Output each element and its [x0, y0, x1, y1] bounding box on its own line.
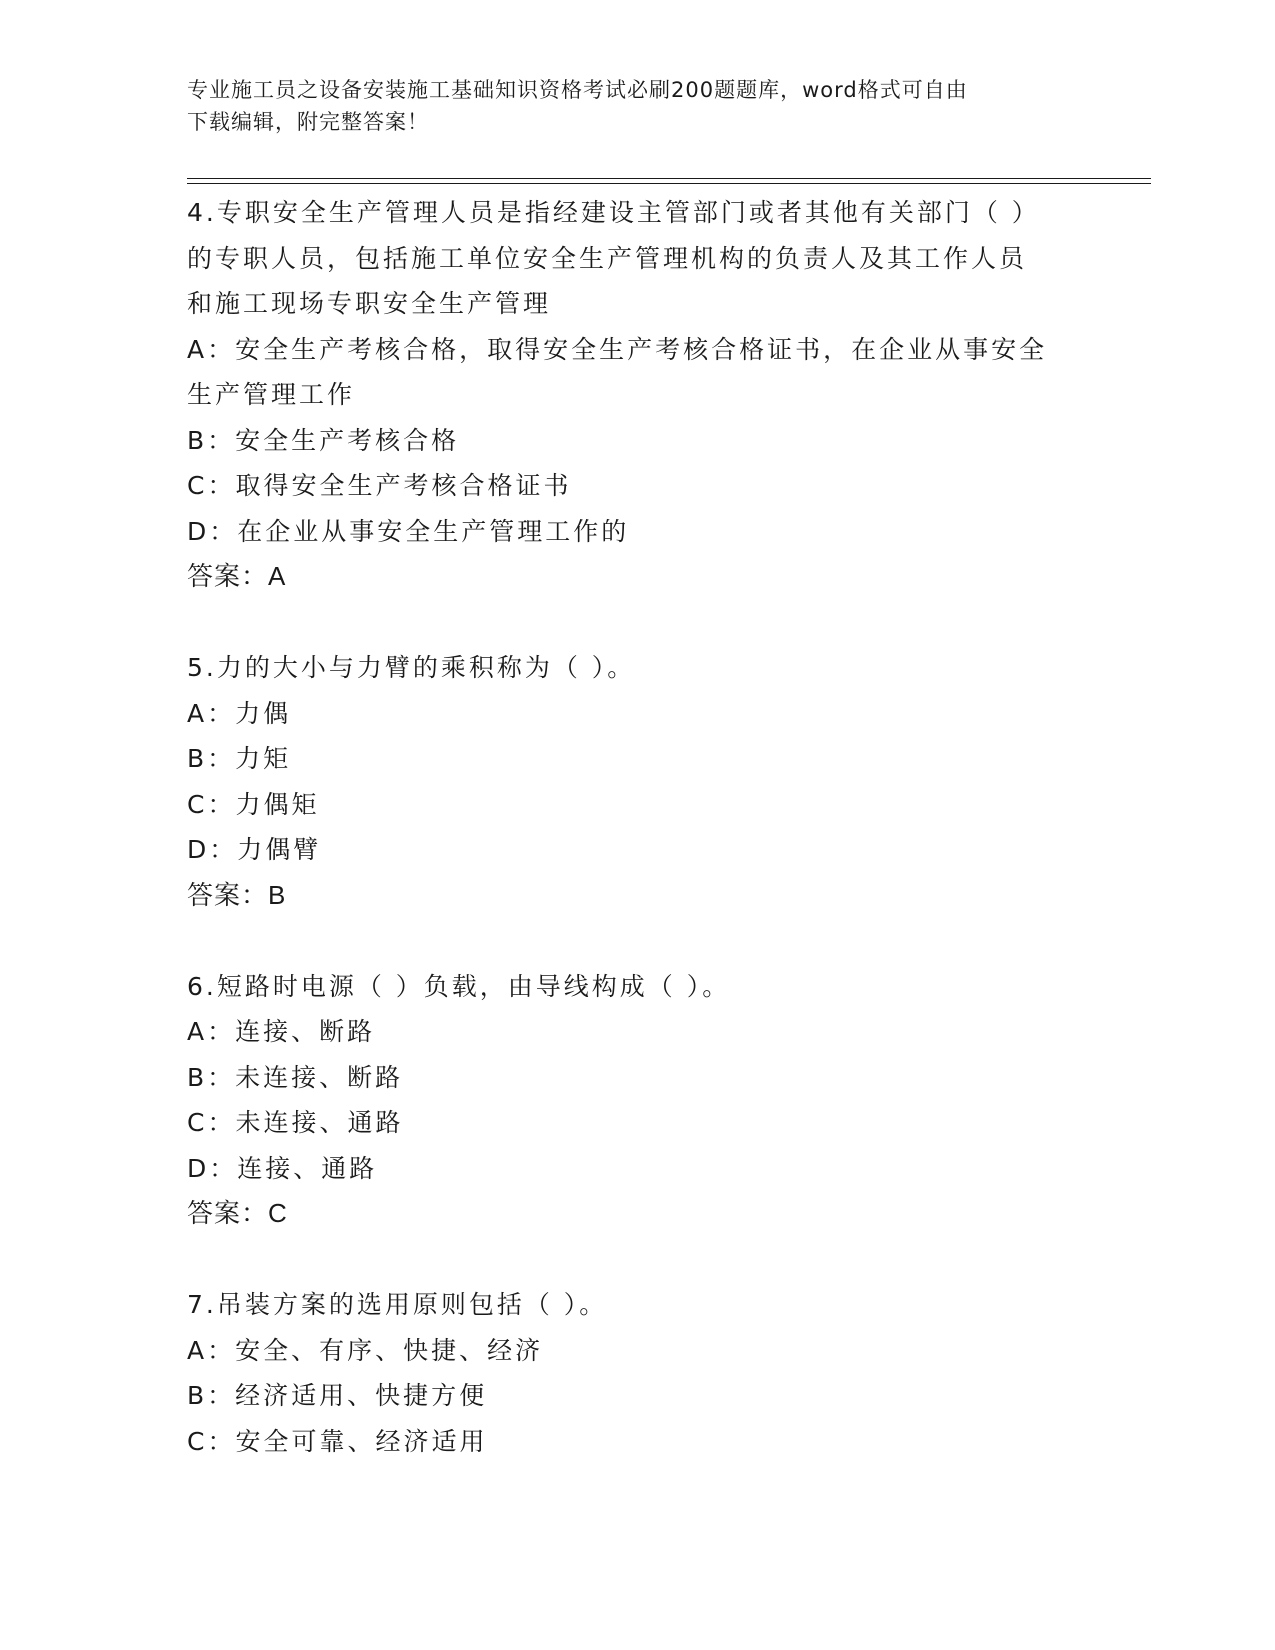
header-rule-bottom: [187, 183, 1151, 184]
answer-line: 答案：C: [187, 1198, 288, 1228]
option-d: D：在企业从事安全生产管理工作的: [187, 516, 630, 546]
header-line-2: 下载编辑，附完整答案！: [187, 110, 429, 134]
option-b: B：力矩: [187, 744, 292, 773]
answer-line: 答案：A: [187, 561, 287, 591]
question-7: [187, 1282, 1067, 1464]
question-6: [187, 964, 1067, 1237]
option-c: C：未连接、通路: [187, 1108, 404, 1137]
option-c: C：力偶矩: [187, 789, 320, 819]
option-a: A：力偶: [187, 698, 292, 728]
option-d: D：连接、通路: [187, 1153, 378, 1183]
option-b: B：经济适用、快捷方便: [187, 1381, 488, 1410]
option-c: C：安全可靠、经济适用: [187, 1426, 488, 1456]
question-stem-line: 的专职人员，包括施工单位安全生产管理机构的负责人及其工作人员: [187, 243, 1028, 273]
question-stem-line: 5.力的大小与力臂的乘积称为（ ）。: [187, 653, 636, 682]
option-a-continued: 生产管理工作: [187, 380, 356, 409]
option-a: A：连接、断路: [187, 1017, 376, 1046]
option-a: A：安全、有序、快捷、经济: [187, 1335, 544, 1365]
question-stem-line: 6.短路时电源（ ）负载，由导线构成（ ）。: [187, 971, 731, 1001]
option-d: D：力偶臂: [187, 835, 322, 864]
question-5: [187, 645, 1067, 918]
answer-line: 答案：B: [187, 879, 287, 910]
document-header: [187, 74, 1067, 138]
header-line-1: 专业施工员之设备安装施工基础知识资格考试必刷200题题库，word格式可自由: [187, 78, 968, 102]
option-b: B：未连接、断路: [187, 1062, 404, 1092]
question-stem-line: 和施工现场专职安全生产管理: [187, 289, 552, 318]
option-b: B：安全生产考核合格: [187, 425, 460, 455]
option-c: C：取得安全生产考核合格证书: [187, 471, 572, 500]
question-stem-line: 7.吊装方案的选用原则包括（ ）。: [187, 1290, 608, 1319]
header-rule-top: [187, 178, 1151, 179]
question-4: [187, 190, 1067, 600]
question-stem-line: 4.专职安全生产管理人员是指经建设主管部门或者其他有关部门（ ）: [187, 198, 1040, 227]
question-list: [187, 190, 1067, 1464]
option-a: A：安全生产考核合格，取得安全生产考核合格证书，在企业从事安全: [187, 334, 1048, 364]
